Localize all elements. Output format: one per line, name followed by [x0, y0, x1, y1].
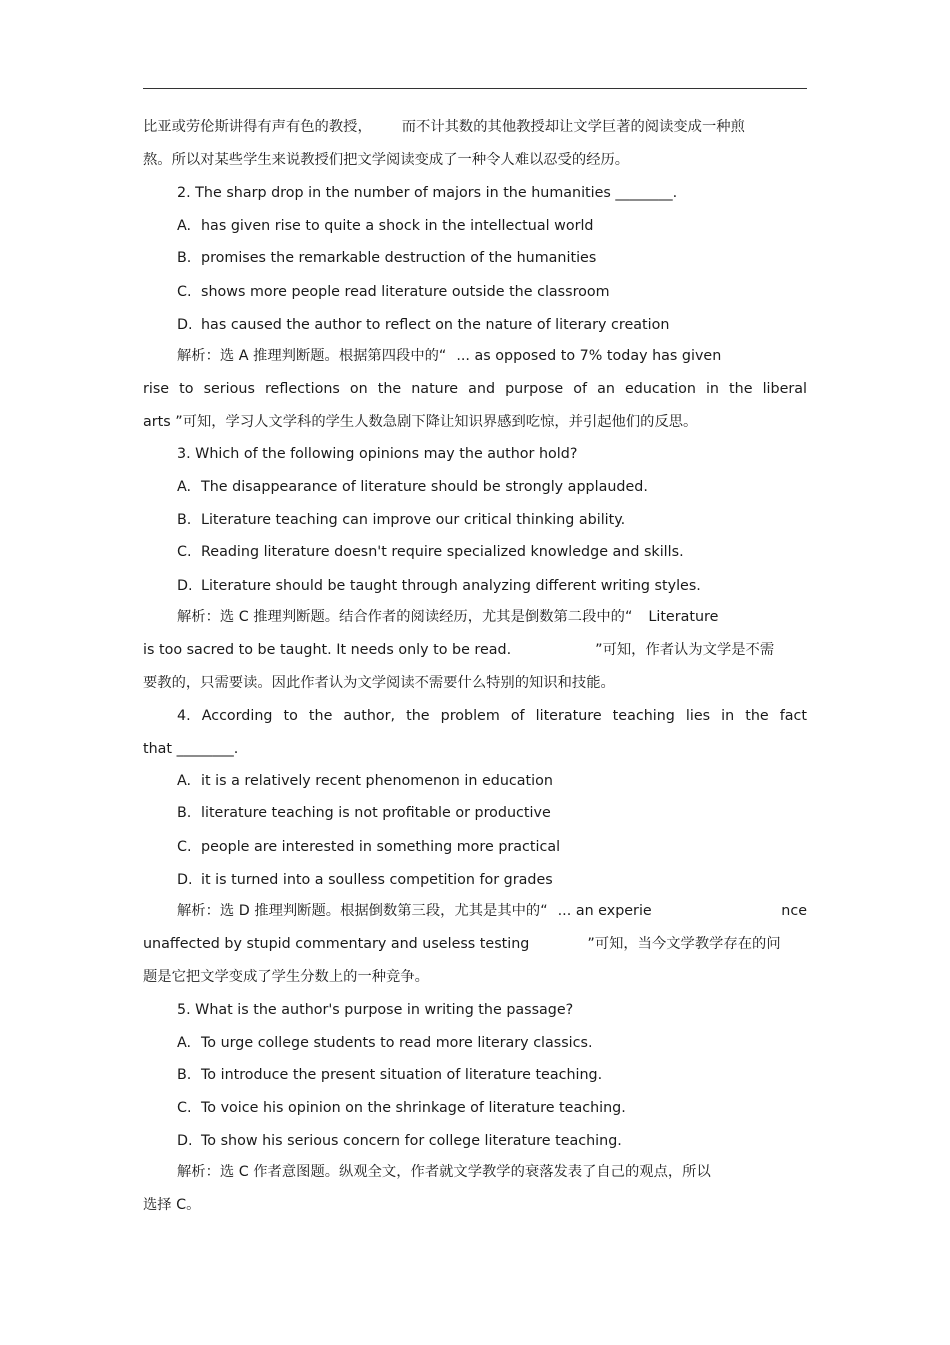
- option-key: C.: [177, 544, 192, 560]
- word: of: [573, 381, 588, 397]
- header-rule: [143, 88, 807, 89]
- option-text: people are interested in something more practical: [201, 839, 561, 855]
- word: in: [705, 381, 719, 397]
- option-key: B.: [177, 250, 192, 266]
- word: fact: [779, 708, 807, 724]
- option-text: Literature teaching can improve our critical thinking ability.: [201, 512, 626, 528]
- option-key: A.: [177, 218, 192, 234]
- word: teaching: [612, 708, 675, 724]
- q4-answer-line-1: [177, 902, 807, 920]
- word: to: [179, 381, 194, 397]
- word: the: [377, 381, 402, 397]
- text-segment: ... as opposed to 7% today has given: [456, 348, 722, 364]
- text-segment: ”可知，作者认为文学是不需: [595, 642, 775, 658]
- q3-answer-line-3: 要教的，只需要读。因此作者认为文学阅读不需要什么特别的知识和技能。: [143, 675, 615, 691]
- text-segment: is too sacred to be taught. It needs only to be read.: [143, 642, 512, 658]
- word: the: [308, 708, 333, 724]
- option-key: A.: [177, 479, 192, 495]
- q2-answer-line-3: arts ”可知，学习人文学科的学生人数急剧下降让知识界感到吃惊，并引起他们的反思。: [143, 414, 698, 430]
- word: nature: [411, 381, 459, 397]
- q3-answer-line-1: [177, 608, 807, 626]
- q3-option-b: [177, 511, 807, 529]
- text-segment: 而不计其数的其他教授却让文学巨著的阅读变成一种煎: [401, 119, 745, 135]
- option-key: D.: [177, 578, 193, 594]
- option-key: B.: [177, 512, 192, 528]
- text-segment: 解析：选 D 推理判断题。根据倒数第三段，尤其是其中的“: [177, 903, 548, 919]
- option-key: C.: [177, 284, 192, 300]
- q4-option-c: [177, 838, 807, 856]
- q2-option-d: [177, 316, 807, 334]
- q4-option-d: [177, 871, 807, 889]
- text-segment: 解析：选 C 推理判断题。结合作者的阅读经历，尤其是倒数第二段中的“: [177, 609, 633, 625]
- q4-option-b: [177, 804, 807, 822]
- option-text: it is turned into a soulless competition for grades: [201, 872, 553, 888]
- option-key: A.: [177, 1035, 192, 1051]
- option-text: To urge college students to read more literary classics.: [201, 1035, 593, 1051]
- q5-option-b: [177, 1066, 807, 1084]
- q3-option-c: [177, 543, 807, 561]
- option-text: literature teaching is not profitable or productive: [201, 805, 551, 821]
- q4-option-a: [177, 772, 807, 790]
- option-key: D.: [177, 1133, 193, 1149]
- q4-answer-line-2: [143, 935, 807, 953]
- paragraph-line: 熬。所以对某些学生来说教授们把文学阅读变成了一种令人难以忍受的经历。: [143, 152, 630, 168]
- word: the: [729, 381, 753, 397]
- word: literature: [535, 708, 602, 724]
- option-key: D.: [177, 317, 193, 333]
- word: in: [721, 708, 735, 724]
- option-text: has given rise to quite a shock in the intellectual world: [201, 218, 594, 234]
- word: and: [468, 381, 496, 397]
- word: on: [349, 381, 368, 397]
- q3-option-a: [177, 478, 807, 496]
- text-segment: 比亚或劳伦斯讲得有声有色的教授，: [143, 119, 372, 135]
- option-key: B.: [177, 1067, 192, 1083]
- word: the: [406, 708, 430, 724]
- q2-answer-line-2: [143, 380, 807, 398]
- q2-option-c: [177, 283, 807, 301]
- q5-option-a: [177, 1034, 807, 1052]
- option-text: To introduce the present situation of literature teaching.: [201, 1067, 603, 1083]
- question-4-stem: [177, 707, 807, 725]
- word: rise: [143, 381, 170, 397]
- option-key: A.: [177, 773, 192, 789]
- q2-option-b: [177, 249, 807, 267]
- word: education: [624, 381, 696, 397]
- option-text: To voice his opinion on the shrinkage of literature teaching.: [201, 1100, 626, 1116]
- word: lies: [685, 708, 711, 724]
- word: liberal: [762, 381, 807, 397]
- q5-option-d: [177, 1132, 807, 1150]
- text-segment: 解析：选 A 推理判断题。根据第四段中的“: [177, 348, 447, 364]
- q5-answer-line-2: 选择 C。: [143, 1197, 201, 1213]
- option-text: Literature should be taught through analyzing different writing styles.: [201, 578, 701, 594]
- option-key: D.: [177, 872, 193, 888]
- question-4-stem-line-2: that ________.: [143, 741, 239, 757]
- word: problem: [440, 708, 500, 724]
- q3-option-d: [177, 577, 807, 595]
- word: an: [597, 381, 615, 397]
- text-segment: unaffected by stupid commentary and useless testing: [143, 936, 530, 952]
- word: author,: [343, 708, 396, 724]
- option-text: To show his serious concern for college literature teaching.: [201, 1133, 622, 1149]
- question-2-stem: 2. The sharp drop in the number of majors in the humanities ________.: [177, 185, 678, 201]
- word: to: [283, 708, 298, 724]
- q5-option-c: [177, 1099, 807, 1117]
- word: reflections: [264, 381, 340, 397]
- text-segment: ”可知，当今文学教学存在的问: [587, 936, 781, 952]
- word: purpose: [505, 381, 564, 397]
- question-5-stem: 5. What is the author's purpose in writing the passage?: [177, 1002, 574, 1018]
- word: serious: [203, 381, 255, 397]
- word: 4.: [177, 708, 191, 724]
- word: the: [745, 708, 769, 724]
- question-3-stem: 3. Which of the following opinions may the author hold?: [177, 446, 578, 462]
- q2-answer-line-1: [177, 347, 807, 365]
- word: of: [510, 708, 525, 724]
- q3-answer-line-2: [143, 641, 807, 659]
- text-segment: nce: [781, 903, 807, 919]
- option-text: Reading literature doesn't require specialized knowledge and skills.: [201, 544, 684, 560]
- text-segment: Literature: [648, 609, 719, 625]
- q2-option-a: [177, 217, 807, 235]
- option-text: shows more people read literature outside the classroom: [201, 284, 610, 300]
- option-text: has caused the author to reflect on the nature of literary creation: [201, 317, 670, 333]
- option-text: The disappearance of literature should be strongly applauded.: [201, 479, 648, 495]
- text-segment: ... an experie: [557, 903, 652, 919]
- option-key: B.: [177, 805, 192, 821]
- option-key: C.: [177, 1100, 192, 1116]
- q5-answer-line-1: 解析：选 C 作者意图题。纵观全文，作者就文学教学的衰落发表了自己的观点，所以: [177, 1164, 711, 1180]
- word: According: [201, 708, 273, 724]
- q4-answer-line-3: 题是它把文学变成了学生分数上的一种竞争。: [143, 969, 429, 985]
- paragraph-line: [143, 118, 807, 136]
- option-key: C.: [177, 839, 192, 855]
- option-text: promises the remarkable destruction of the humanities: [201, 250, 597, 266]
- option-text: it is a relatively recent phenomenon in education: [201, 773, 553, 789]
